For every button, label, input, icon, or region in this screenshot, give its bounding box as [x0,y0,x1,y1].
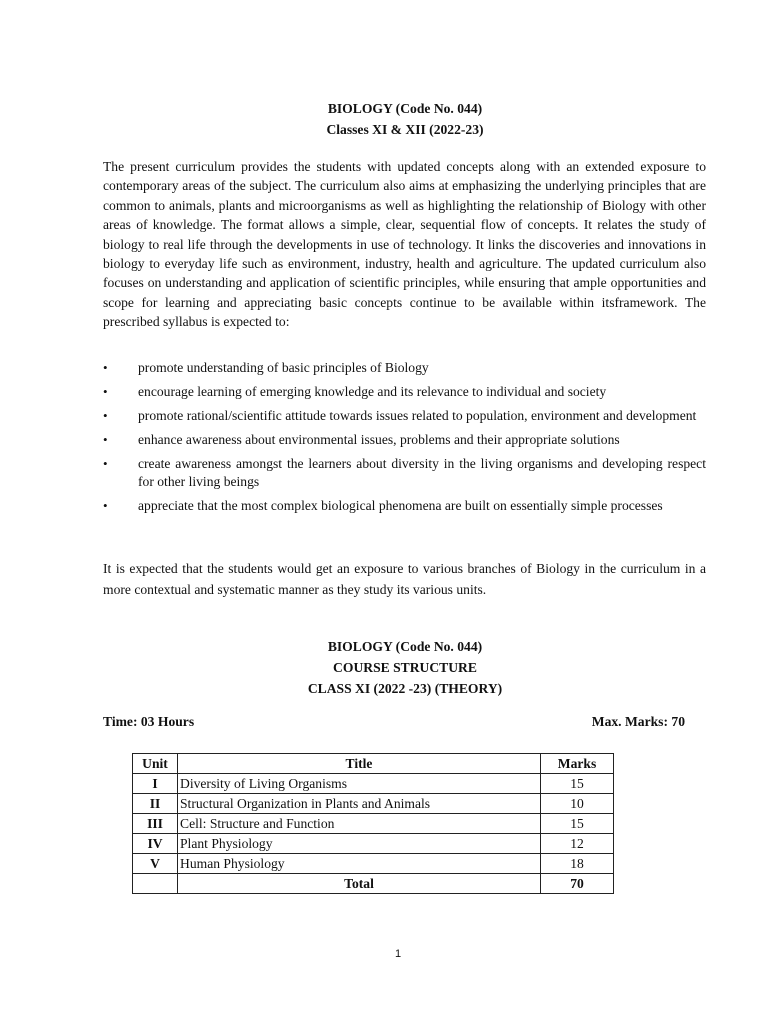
unit-cell: I [133,774,178,794]
unit-cell: IV [133,834,178,854]
heading-title: BIOLOGY (Code No. 044) [327,639,483,654]
table-header-row [133,754,614,774]
title-cell: Diversity of Living Organisms [178,774,541,794]
header-title: Title [178,754,541,774]
unit-cell: III [133,814,178,834]
list-item: • create awareness amongst the learners about diversity in the living organisms and developing respect for other living beings [103,456,706,489]
list-item: • appreciate that the most complex biological phenomena are built on essentially simple processes [103,498,663,513]
title-cell: Structural Organization in Plants and Animals [178,794,541,814]
syllabus-heading [0,98,768,140]
table-row [133,794,614,814]
objectives-list [103,359,706,521]
heading-subtitle: COURSE STRUCTURE [333,660,477,675]
unit-cell: II [133,794,178,814]
list-item: • promote rational/scientific attitude towards issues related to population, environment and development [103,408,697,423]
list-item: • encourage learning of emerging knowledge and its relevance to individual and society [103,384,607,399]
table-row [133,814,614,834]
marks-cell: 10 [541,794,614,814]
bullet-icon: • [103,408,108,423]
max-marks-label: Max. Marks: 70 [591,714,685,729]
heading-classes: Classes XI & XII (2022-23) [326,122,484,137]
closing-paragraph: It is expected that the students would get an exposure to various branches of Biology in the curriculum in a more contextual and systematic manner as they study its various units. [103,561,706,597]
bullet-icon: • [103,456,108,471]
bullet-icon: • [103,384,108,399]
bullet-icon: • [103,360,108,375]
table-row [133,774,614,794]
list-item: • enhance awareness about environmental issues, problems and their appropriate solutions [103,432,620,447]
table-total-row [133,874,614,894]
title-cell: Plant Physiology [178,834,541,854]
list-item: • promote understanding of basic principles of Biology [103,360,429,375]
marks-cell: 12 [541,834,614,854]
unit-cell: V [133,854,178,874]
bullet-icon: • [103,498,108,513]
heading-class: CLASS XI (2022 -23) (THEORY) [307,681,503,696]
page-number: 1 [394,948,402,960]
course-structure-heading [0,636,768,699]
bullet-icon: • [103,432,108,447]
marks-cell: 15 [541,774,614,794]
table-row [133,834,614,854]
empty-cell [133,874,178,894]
title-cell: Human Physiology [178,854,541,874]
intro-paragraph: The present curriculum provides the students with updated concepts along with an extended exposure to contemporary areas of the subject. The curriculum also aims at emphasizing the underlying principles that are common to animals, plants and microorganisms as well as highlighting the relationship of Biology with other areas of knowledge. The format allows a simple, clear, sequential flow of concepts. It relates the study of biology to real life through the developments in use of technology. It links the discoveries and innovations in biology to everyday life such as environment, industry, health and agriculture. The updated curriculum also focuses on understanding and application of scientific principles, while ensuring that ample opportunities and scope for learning and appreciating basic concepts continue to be available within itsframework. The prescribed syllabus is expected to: [103,159,706,330]
units-table [132,753,614,894]
total-marks: 70 [541,874,614,894]
marks-cell: 15 [541,814,614,834]
exam-info-row [103,714,685,730]
time-label: Time: 03 Hours [103,714,195,729]
table-row [133,854,614,874]
header-unit: Unit [133,754,178,774]
header-marks: Marks [541,754,614,774]
heading-title: BIOLOGY (Code No. 044) [327,101,483,116]
marks-cell: 18 [541,854,614,874]
title-cell: Cell: Structure and Function [178,814,541,834]
total-label: Total [178,874,541,894]
